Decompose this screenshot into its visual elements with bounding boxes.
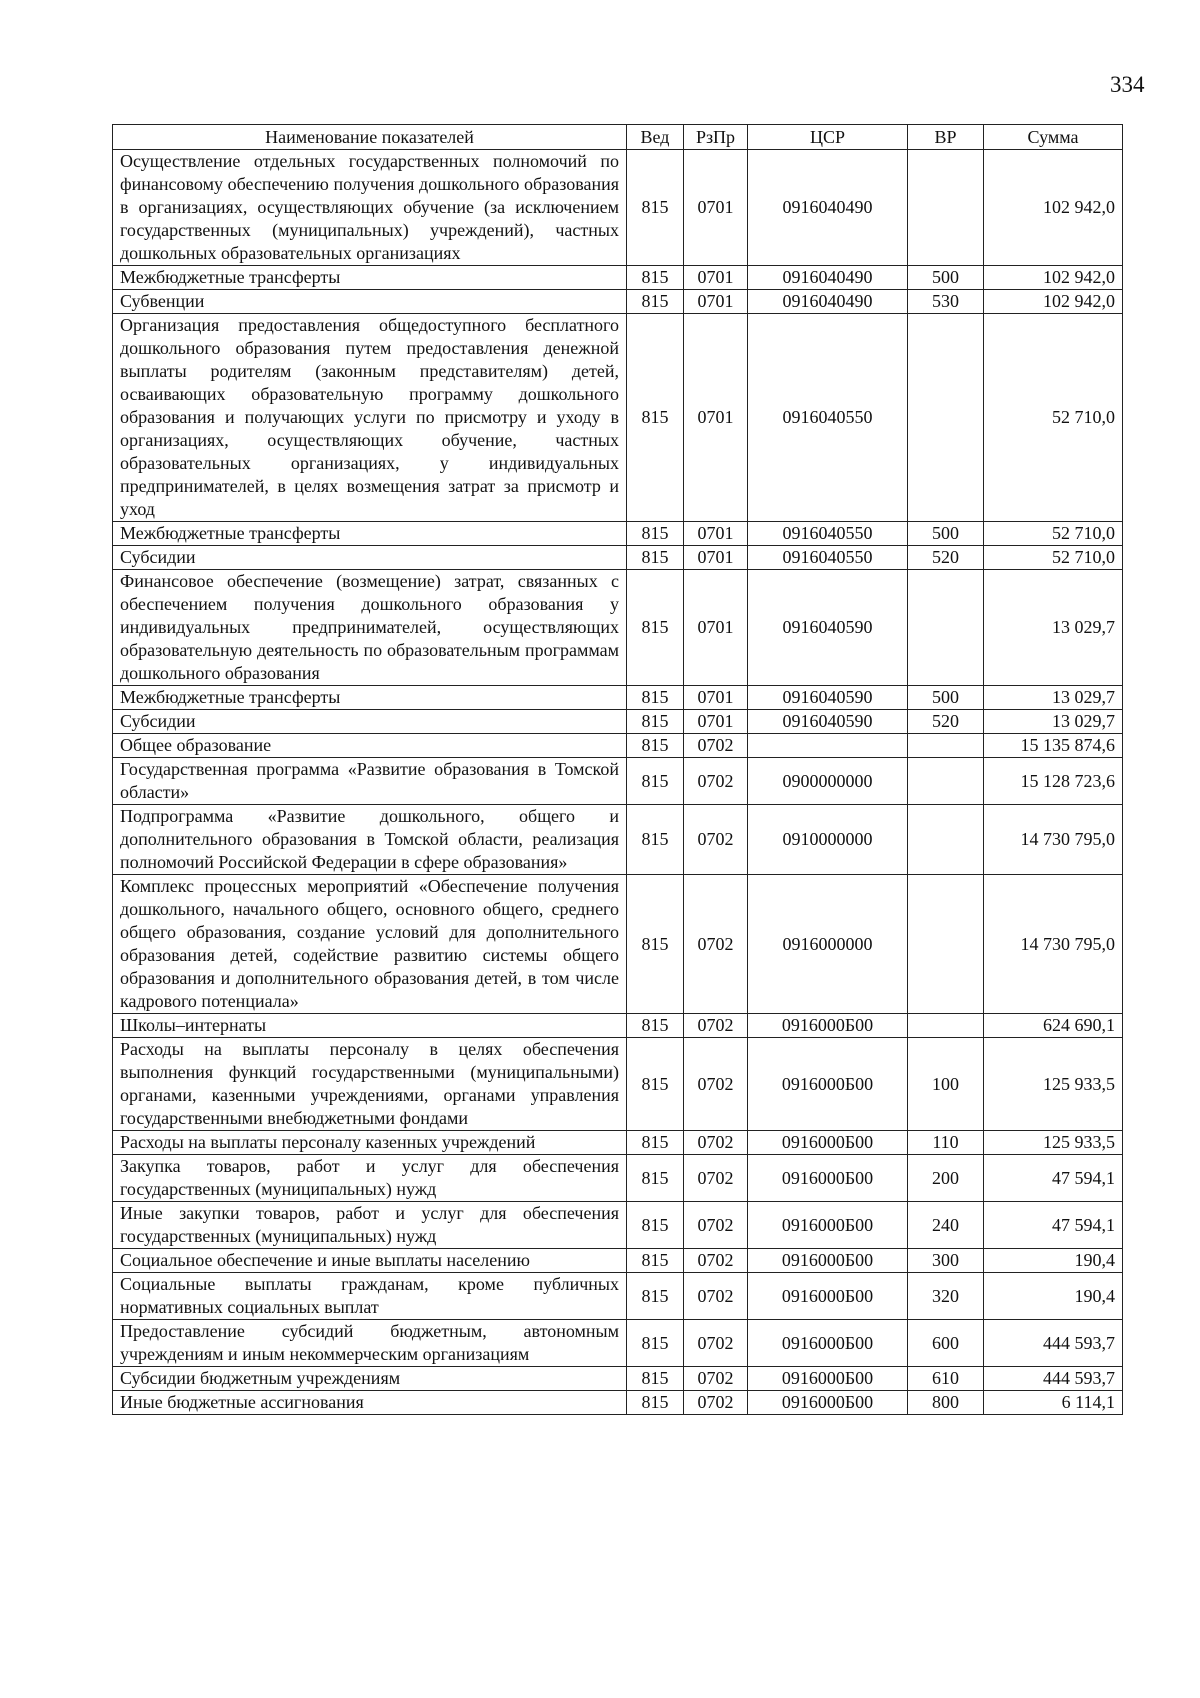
cell-ved: 815 (627, 290, 684, 314)
cell-name: Субсидии бюджетным учреждениям (113, 1367, 627, 1391)
cell-vr: 520 (908, 710, 984, 734)
cell-csr: 0916000Б00 (748, 1014, 908, 1038)
cell-csr: 0916040550 (748, 546, 908, 570)
cell-name: Социальное обеспечение и иные выплаты населению (113, 1249, 627, 1273)
cell-rzpr: 0701 (684, 546, 748, 570)
table-row (113, 546, 1123, 570)
cell-vr: 610 (908, 1367, 984, 1391)
cell-ved: 815 (627, 805, 684, 875)
cell-sum: 47 594,1 (984, 1202, 1123, 1249)
cell-name: Закупка товаров, работ и услуг для обеспечения государственных (муниципальных) нужд (113, 1155, 627, 1202)
table-row (113, 1273, 1123, 1320)
cell-ved: 815 (627, 1391, 684, 1415)
header-rzpr: РзПр (684, 125, 748, 150)
cell-rzpr: 0702 (684, 1249, 748, 1273)
cell-ved: 815 (627, 546, 684, 570)
table-row (113, 1391, 1123, 1415)
table-header-row (113, 125, 1123, 150)
cell-vr: 600 (908, 1320, 984, 1367)
cell-name: Осуществление отдельных государственных полномочий по финансовому обеспечению получения дошкольного образования в организациях, осуществляющих обучение (за исключением государственных (муниципальных) учреждений), частных дошкольных образовательных организациях (113, 150, 627, 266)
cell-rzpr: 0702 (684, 1320, 748, 1367)
cell-rzpr: 0701 (684, 266, 748, 290)
cell-sum: 190,4 (984, 1249, 1123, 1273)
cell-name: Подпрограмма «Развитие дошкольного, общего и дополнительного образования в Томской области, реализация полномочий Российской Федерации в сфере образования» (113, 805, 627, 875)
cell-name: Социальные выплаты гражданам, кроме публичных нормативных социальных выплат (113, 1273, 627, 1320)
cell-rzpr: 0702 (684, 1391, 748, 1415)
cell-csr: 0910000000 (748, 805, 908, 875)
cell-vr (908, 570, 984, 686)
cell-csr (748, 734, 908, 758)
cell-vr (908, 734, 984, 758)
cell-ved: 815 (627, 314, 684, 522)
cell-vr: 520 (908, 546, 984, 570)
cell-ved: 815 (627, 522, 684, 546)
table-row (113, 1367, 1123, 1391)
table-row (113, 875, 1123, 1014)
cell-rzpr: 0701 (684, 686, 748, 710)
cell-vr (908, 1014, 984, 1038)
cell-rzpr: 0702 (684, 758, 748, 805)
cell-sum: 102 942,0 (984, 290, 1123, 314)
header-csr: ЦСР (748, 125, 908, 150)
cell-rzpr: 0701 (684, 150, 748, 266)
cell-rzpr: 0701 (684, 314, 748, 522)
cell-csr: 0916000Б00 (748, 1155, 908, 1202)
cell-ved: 815 (627, 1202, 684, 1249)
cell-csr: 0916040550 (748, 522, 908, 546)
cell-rzpr: 0702 (684, 1202, 748, 1249)
cell-sum: 102 942,0 (984, 266, 1123, 290)
cell-rzpr: 0701 (684, 710, 748, 734)
cell-name: Организация предоставления общедоступного бесплатного дошкольного образования путем предоставления денежной выплаты родителям (законным представителям) детей, осваивающих образовательную программу дошкольного образования и получающих услуги по присмотру и уходу в организациях, осуществляющих обучение, частных образовательных организациях, у индивидуальных предпринимателей, в целях возмещения затрат за присмотр и уход (113, 314, 627, 522)
cell-rzpr: 0702 (684, 875, 748, 1014)
cell-ved: 815 (627, 266, 684, 290)
budget-table (112, 124, 1123, 1415)
cell-sum: 444 593,7 (984, 1367, 1123, 1391)
cell-vr (908, 314, 984, 522)
table-row (113, 1320, 1123, 1367)
cell-vr: 500 (908, 522, 984, 546)
cell-sum: 13 029,7 (984, 570, 1123, 686)
cell-rzpr: 0702 (684, 1038, 748, 1131)
cell-csr: 0916000Б00 (748, 1131, 908, 1155)
cell-name: Межбюджетные трансферты (113, 266, 627, 290)
cell-name: Комплекс процессных мероприятий «Обеспечение получения дошкольного, начального общего, основного общего, среднего общего образования, создание условий для дополнительного образования детей, содействие развитию системы общего образования и дополнительного образования детей, в том числе кадрового потенциала» (113, 875, 627, 1014)
cell-sum: 125 933,5 (984, 1131, 1123, 1155)
cell-name: Иные закупки товаров, работ и услуг для обеспечения государственных (муниципальных) нужд (113, 1202, 627, 1249)
cell-name: Государственная программа «Развитие образования в Томской области» (113, 758, 627, 805)
cell-rzpr: 0702 (684, 734, 748, 758)
cell-rzpr: 0702 (684, 1273, 748, 1320)
cell-csr: 0916040490 (748, 290, 908, 314)
table-row (113, 1131, 1123, 1155)
cell-csr: 0916000Б00 (748, 1391, 908, 1415)
cell-ved: 815 (627, 686, 684, 710)
cell-vr: 240 (908, 1202, 984, 1249)
cell-sum: 52 710,0 (984, 314, 1123, 522)
cell-ved: 815 (627, 1155, 684, 1202)
header-sum: Сумма (984, 125, 1123, 150)
table-row (113, 1249, 1123, 1273)
cell-sum: 15 128 723,6 (984, 758, 1123, 805)
cell-name: Финансовое обеспечение (возмещение) затрат, связанных с обеспечением получения дошкольного образования у индивидуальных предпринимателей, осуществляющих образовательную деятельность по образовательным программам дошкольного образования (113, 570, 627, 686)
cell-ved: 815 (627, 1249, 684, 1273)
table-row (113, 314, 1123, 522)
cell-csr: 0916000Б00 (748, 1038, 908, 1131)
cell-csr: 0916000Б00 (748, 1320, 908, 1367)
header-ved: Вед (627, 125, 684, 150)
cell-vr: 320 (908, 1273, 984, 1320)
cell-ved: 815 (627, 710, 684, 734)
cell-sum: 624 690,1 (984, 1014, 1123, 1038)
cell-vr: 500 (908, 686, 984, 710)
cell-rzpr: 0702 (684, 1131, 748, 1155)
cell-sum: 13 029,7 (984, 686, 1123, 710)
cell-sum: 125 933,5 (984, 1038, 1123, 1131)
cell-rzpr: 0702 (684, 1014, 748, 1038)
cell-csr: 0916040490 (748, 266, 908, 290)
cell-name: Школы–интернаты (113, 1014, 627, 1038)
cell-ved: 815 (627, 1320, 684, 1367)
cell-sum: 13 029,7 (984, 710, 1123, 734)
cell-csr: 0900000000 (748, 758, 908, 805)
cell-ved: 815 (627, 1367, 684, 1391)
cell-ved: 815 (627, 734, 684, 758)
cell-name: Межбюджетные трансферты (113, 522, 627, 546)
cell-ved: 815 (627, 1273, 684, 1320)
cell-ved: 815 (627, 1131, 684, 1155)
cell-csr: 0916040590 (748, 570, 908, 686)
cell-vr: 530 (908, 290, 984, 314)
cell-sum: 47 594,1 (984, 1155, 1123, 1202)
cell-sum: 52 710,0 (984, 546, 1123, 570)
table-row (113, 150, 1123, 266)
table-row (113, 1155, 1123, 1202)
cell-name: Общее образование (113, 734, 627, 758)
cell-ved: 815 (627, 1038, 684, 1131)
cell-vr: 500 (908, 266, 984, 290)
cell-name: Субвенции (113, 290, 627, 314)
cell-sum: 52 710,0 (984, 522, 1123, 546)
cell-ved: 815 (627, 758, 684, 805)
cell-rzpr: 0702 (684, 805, 748, 875)
cell-vr (908, 150, 984, 266)
cell-rzpr: 0701 (684, 290, 748, 314)
cell-name: Предоставление субсидий бюджетным, автономным учреждениям и иным некоммерческим организациям (113, 1320, 627, 1367)
cell-vr: 200 (908, 1155, 984, 1202)
cell-csr: 0916040550 (748, 314, 908, 522)
cell-sum: 14 730 795,0 (984, 805, 1123, 875)
table-row (113, 522, 1123, 546)
cell-sum: 14 730 795,0 (984, 875, 1123, 1014)
cell-ved: 815 (627, 150, 684, 266)
cell-csr: 0916040490 (748, 150, 908, 266)
cell-rzpr: 0701 (684, 522, 748, 546)
table-row (113, 570, 1123, 686)
cell-rzpr: 0701 (684, 570, 748, 686)
cell-csr: 0916040590 (748, 710, 908, 734)
cell-vr (908, 875, 984, 1014)
cell-sum: 444 593,7 (984, 1320, 1123, 1367)
table-row (113, 710, 1123, 734)
table-row (113, 290, 1123, 314)
table-row (113, 758, 1123, 805)
table-row (113, 1014, 1123, 1038)
cell-csr: 0916000000 (748, 875, 908, 1014)
cell-csr: 0916000Б00 (748, 1367, 908, 1391)
cell-vr: 800 (908, 1391, 984, 1415)
table-row (113, 805, 1123, 875)
cell-csr: 0916000Б00 (748, 1202, 908, 1249)
cell-ved: 815 (627, 1014, 684, 1038)
cell-sum: 102 942,0 (984, 150, 1123, 266)
cell-vr: 100 (908, 1038, 984, 1131)
cell-rzpr: 0702 (684, 1155, 748, 1202)
cell-name: Расходы на выплаты персоналу в целях обеспечения выполнения функций государственными (муниципальными) органами, казенными учреждениями, органами управления государственными внебюджетными фондами (113, 1038, 627, 1131)
cell-sum: 6 114,1 (984, 1391, 1123, 1415)
cell-vr (908, 758, 984, 805)
cell-csr: 0916000Б00 (748, 1249, 908, 1273)
table-row (113, 686, 1123, 710)
cell-name: Расходы на выплаты персоналу казенных учреждений (113, 1131, 627, 1155)
cell-ved: 815 (627, 875, 684, 1014)
cell-rzpr: 0702 (684, 1367, 748, 1391)
table-row (113, 1202, 1123, 1249)
cell-name: Субсидии (113, 546, 627, 570)
header-name: Наименование показателей (113, 125, 627, 150)
cell-vr: 110 (908, 1131, 984, 1155)
cell-vr (908, 805, 984, 875)
cell-sum: 190,4 (984, 1273, 1123, 1320)
table-row (113, 734, 1123, 758)
cell-sum: 15 135 874,6 (984, 734, 1123, 758)
page-number: 334 (1110, 72, 1145, 97)
cell-name: Межбюджетные трансферты (113, 686, 627, 710)
cell-ved: 815 (627, 570, 684, 686)
cell-name: Субсидии (113, 710, 627, 734)
header-vr: ВР (908, 125, 984, 150)
cell-vr: 300 (908, 1249, 984, 1273)
cell-name: Иные бюджетные ассигнования (113, 1391, 627, 1415)
table-row (113, 1038, 1123, 1131)
cell-csr: 0916040590 (748, 686, 908, 710)
table-body (113, 150, 1123, 1415)
cell-csr: 0916000Б00 (748, 1273, 908, 1320)
table-row (113, 266, 1123, 290)
